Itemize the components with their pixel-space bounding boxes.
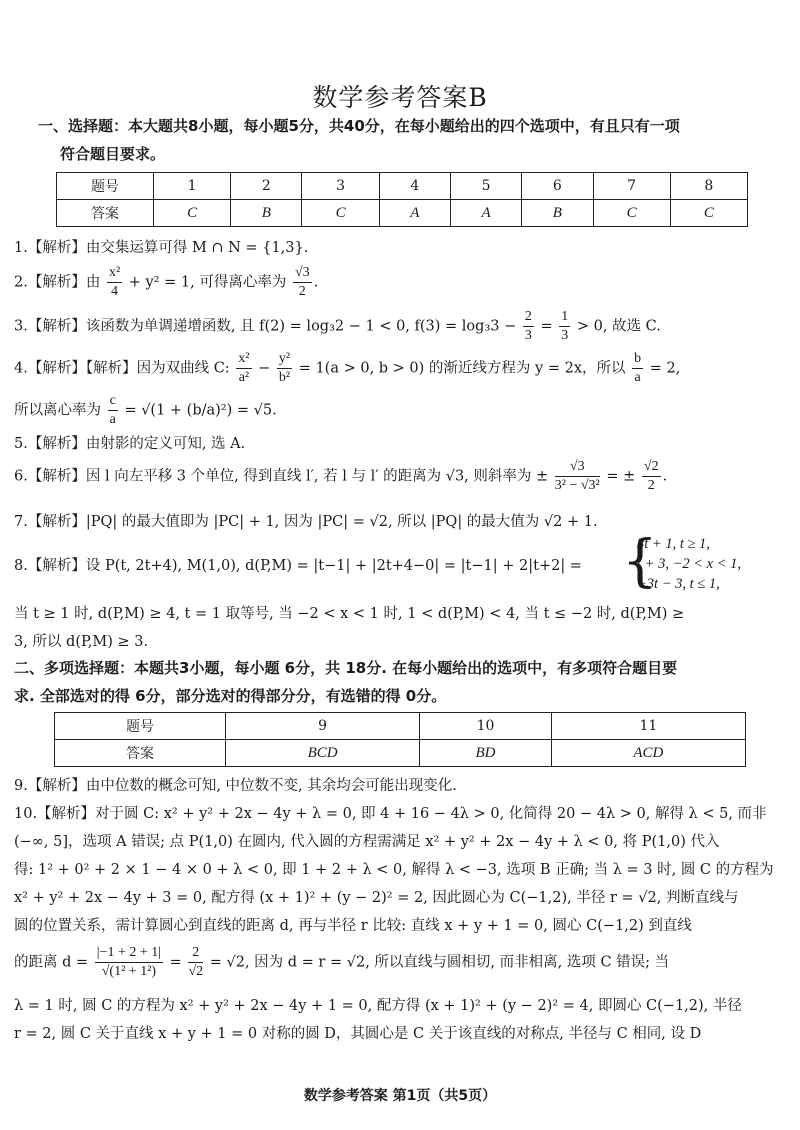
solution-4-end: = 2, [649, 360, 681, 377]
solution-10-line5: 圆的位置关系，需计算圆心到直线的距离 d, 再与半径 r 比较: 直线 x + y + 1 = 0, 圆心 C(−1,2) 到直线 [14, 918, 692, 934]
table-cell: BCD [226, 740, 420, 767]
table-cell: 1 [154, 173, 231, 200]
piecewise-brace: { [622, 529, 658, 594]
section1-heading [38, 112, 768, 168]
fraction [107, 264, 122, 301]
table-cell: 9 [226, 713, 420, 740]
multi-choice-answer-table [54, 712, 746, 767]
table-header-answer: 答案 [55, 740, 226, 767]
denominator: a [634, 370, 641, 385]
solution-4 [14, 350, 786, 387]
section1-line2: 符合题目要求。 [60, 145, 166, 163]
numerator: b [632, 350, 643, 369]
piecewise-case: −3t − 3, t ≤ 1, [637, 576, 720, 592]
solution-10-line4: x² + y² + 2x − 4y + 3 = 0, 配方得 (x + 1)² + (y − 2)² = 2, 因此圆心为 C(−1,2), 半径 r = √2, 判断直线与 [14, 890, 739, 906]
table-header-number: 题号 [57, 173, 154, 200]
solution-6-text: 6.【解析】因 l 向左平移 3 个单位, 得到直线 l′, 若 l 与 l′ 的距离为 √3, 则斜率为 ± [14, 468, 549, 485]
fraction [95, 944, 163, 981]
numerator: x² [236, 350, 251, 369]
fraction [188, 944, 203, 981]
numerator: y² [277, 350, 292, 369]
table-cell: 6 [522, 173, 593, 200]
table-cell: C [593, 200, 670, 227]
solution-4-result: = √(1 + (b/a)²) = √5. [124, 402, 277, 419]
section2-line2: 求. 全部选对的得 6分，部分选对的得部分分，有选错的得 0分。 [14, 687, 447, 705]
solution-4-mid: = 1(a > 0, b > 0) 的渐近线方程为 y = 2x，所以 [298, 360, 626, 377]
table-cell: A [450, 200, 521, 227]
denominator: 2 [298, 284, 306, 299]
table-cell: A [379, 200, 450, 227]
denominator: 3 [561, 328, 569, 343]
table-cell: C [670, 200, 747, 227]
table-row-numbers [55, 713, 746, 740]
fraction [236, 350, 251, 387]
solution-3 [14, 308, 786, 345]
solution-2-prefix: 2.【解析】由 [14, 274, 101, 291]
choice-answer-table [56, 172, 748, 227]
solution-8: 8.【解析】设 P(t, 2t+4), M(1,0), d(P,M) = |t−1| + |2t+4−0| = |t−1| + 2|t+2| = [14, 558, 582, 574]
denominator: 4 [111, 284, 119, 299]
solution-5: 5.【解析】由射影的定义可知, 选 A. [14, 436, 246, 452]
numerator: √2 [642, 458, 661, 477]
section1-line1: 一、选择题：本大题共8小题，每小题5分，共40分，在每小题给出的四个选项中，有且只有一项 [38, 117, 680, 135]
table-cell: 3 [302, 173, 379, 200]
solution-9: 9.【解析】由中位数的概念可知, 中位数不变, 其余均会可能出现变化. [14, 778, 457, 794]
table-cell: 11 [551, 713, 745, 740]
table-row-numbers [57, 173, 748, 200]
table-cell: 7 [593, 173, 670, 200]
solution-8-end: 3, 所以 d(P,M) ≥ 3. [14, 634, 149, 650]
fraction [555, 458, 600, 495]
numerator: √3 [555, 458, 600, 477]
table-row-answers [55, 740, 746, 767]
solution-10-line2: (−∞, 5]，选项 A 错误; 点 P(1,0) 在圆内, 代入圆的方程需满足 x² + y² + 2x − 4y + λ < 0, 将 P(1,0) 代入 [14, 834, 720, 850]
solution-8-cont: 当 t ≥ 1 时, d(P,M) ≥ 4, t = 1 取等号, 当 −2 < x < 1 时, 1 < d(P,M) < 4, 当 t ≤ −2 时, d(P,M) ≥ [14, 606, 685, 622]
denominator: a [109, 412, 116, 427]
numerator: 1 [559, 308, 570, 327]
table-row-answers [57, 200, 748, 227]
solution-2: 2.【解析】由 $\frac{\text{x²}}{4}$ + y² = 1, 可得离心率为 $\frac{√3}{2}$ . [14, 265, 319, 299]
piecewise-cases [637, 534, 741, 594]
solution-4-text: 4.【解析】【解析】因为双曲线 C: [14, 360, 230, 377]
fraction [642, 458, 661, 495]
numerator: 2 [188, 944, 203, 963]
denominator: 3² − √3² [554, 478, 600, 493]
fraction [277, 350, 292, 387]
solution-1: 1.【解析】由交集运算可得 M ∩ N = {1,3}. [14, 240, 309, 256]
distance-label: 的距离 d = [14, 954, 89, 971]
table-cell: 8 [670, 173, 747, 200]
solution-10-line1: 10.【解析】对于圆 C: x² + y² + 2x − 4y + λ = 0, 即 4 + 16 − 4λ > 0, 化简得 20 − 4λ > 0, 解得 λ < 5, 而非 [14, 806, 767, 822]
table-header-number: 题号 [55, 713, 226, 740]
section2-heading [14, 654, 786, 710]
page-footer: 数学参考答案 第1页（共5页） [303, 1088, 497, 1104]
fraction [632, 350, 643, 387]
page-title: 数学参考答案B [312, 83, 488, 112]
numerator: x² [107, 264, 122, 283]
table-header-answer: 答案 [57, 200, 154, 227]
solution-2-mid: + y² = 1, 可得离心率为 [128, 274, 287, 291]
table-cell: BD [420, 740, 552, 767]
table-cell: C [154, 200, 231, 227]
equals: = [169, 954, 182, 971]
numerator: c [108, 392, 118, 411]
solution-10-line6 [14, 944, 786, 981]
minus: − [258, 360, 271, 377]
table-cell: B [522, 200, 593, 227]
solution-3-end: > 0, 故选 C. [576, 318, 661, 335]
fraction [559, 308, 570, 345]
table-cell: B [231, 200, 302, 227]
denominator: a² [238, 370, 250, 385]
denominator: √(1² + 1²) [101, 964, 157, 979]
denominator: 2 [647, 478, 655, 493]
distance-result: = √2, 因为 d = r = √2, 所以直线与圆相切, 而非相离, 选项 C 错误; 当 [209, 954, 670, 971]
numerator: 2 [523, 308, 534, 327]
solution-4-cont [14, 392, 786, 429]
equals: = [540, 318, 553, 335]
table-cell: ACD [551, 740, 745, 767]
solution-3-text: 3.【解析】该函数为单调递增函数, 且 f(2) = log₃2 − 1 < 0, f(3) = log₃3 − [14, 318, 517, 335]
fraction [108, 392, 118, 429]
section2-line1: 二、多项选择题：本题共3小题，每小题 6分，共 18分. 在每小题给出的选项中，有多项符合题目要 [14, 659, 678, 677]
solution-10-line8: r = 2, 圆 C 关于直线 x + y + 1 = 0 对称的圆 D，其圆心是 C 关于该直线的对称点, 半径与 C 相同, 设 D [14, 1026, 702, 1042]
denominator: 3 [524, 328, 532, 343]
solution-6: 6.【解析】因 l 向左平移 3 个单位, 得到直线 l′, 若 l 与 l′ 的距离为 √3, 则斜率为 ± $\frac{√3}{\text{3² − √3²}}$ = ± $\frac{√2}{2}$ . [14, 459, 668, 493]
numerator: |−1 + 2 + 1| [95, 944, 163, 963]
solution-4-eccentricity: 所以离心率为 [14, 402, 101, 419]
fraction [293, 264, 312, 301]
table-cell: 4 [379, 173, 450, 200]
denominator: b² [278, 370, 291, 385]
table-cell: C [302, 200, 379, 227]
solution-10-line3: 得: 1² + 0² + 2 × 1 − 4 × 0 + λ < 0, 即 1 + 2 + λ < 0, 解得 λ < −3, 选项 B 正确; 当 λ = 3 时, 圆 C 的方程为 [14, 862, 774, 878]
piecewise-case: t + 3, −2 < x < 1, [637, 556, 741, 572]
fraction [523, 308, 534, 345]
equals: = ± [606, 468, 636, 485]
piecewise-case: 3t + 1, t ≥ 1, [637, 536, 710, 552]
solution-10-line7: λ = 1 时, 圆 C 的方程为 x² + y² + 2x − 4y + 1 = 0, 配方得 (x + 1)² + (y − 2)² = 4, 即圆心 C(−1,2), 半径 [14, 998, 742, 1014]
denominator: √2 [188, 964, 204, 979]
table-cell: 5 [450, 173, 521, 200]
solution-7: 7.【解析】|PQ| 的最大值即为 |PC| + 1, 因为 |PC| = √2, 所以 |PQ| 的最大值为 √2 + 1. [14, 514, 598, 530]
table-cell: 2 [231, 173, 302, 200]
table-cell: 10 [420, 713, 552, 740]
numerator: √3 [293, 264, 312, 283]
